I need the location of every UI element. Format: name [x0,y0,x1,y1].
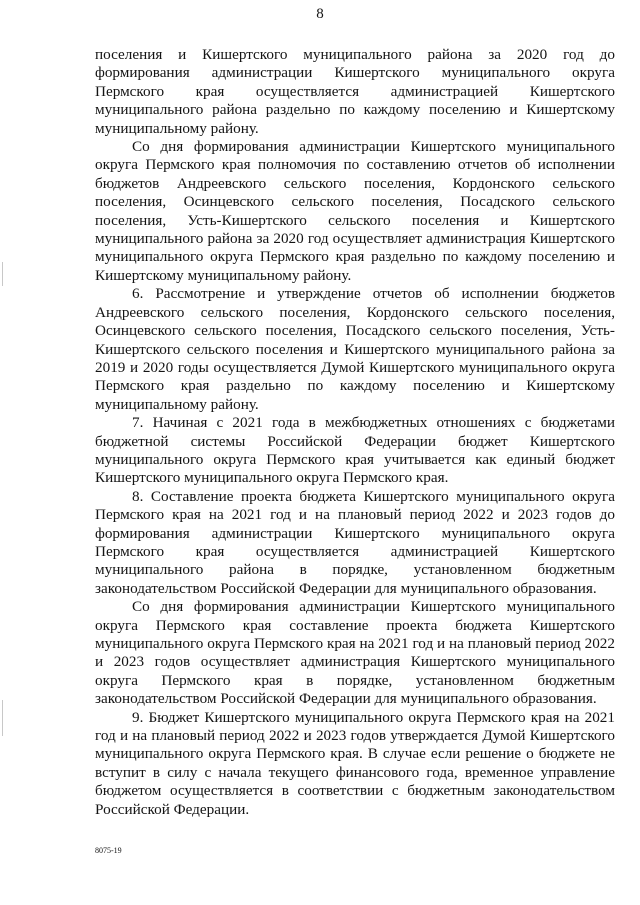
margin-mark [2,262,3,286]
paragraph-reporting-authority: Со дня формирования администрации Кишертского муниципального округа Пермского края полномочия по составлению отчетов об исполнении бюджетов Андреевского сельского поселения, Кордонского сельского поселения, Осинцевского сельского поселения, Посадского сельского поселения, Усть-Кишертского сельского поселения и Кишертского муниципального района за 2020 год осуществляет администрация Кишертского муниципального округа Пермского края раздельно по каждому поселению и Кишертскому муниципальному району. [95,138,615,284]
document-body [95,46,615,819]
document-code: 8075-19 [95,846,122,855]
page-number: 8 [316,6,324,22]
paragraph-budget-drafting: Со дня формирования администрации Кишертского муниципального округа Пермского края составление проекта бюджета Кишертского муниципального округа Пермского края на 2021 год и на плановый период 2022 и 2023 годов осуществляет администрация Кишертского муниципального округа Пермского края в порядке, установленном бюджетным законодательством Российской Федерации для муниципального образования. [95,598,615,708]
paragraph-item-9: 9. Бюджет Кишертского муниципального округа Пермского края на 2021 год и на плановый период 2022 и 2023 годов утверждается Думой Кишертского муниципального округа Пермского края. В случае если решение о бюджете не вступит в силу с начала текущего финансового года, временное управление бюджетом осуществляется в соответствии с бюджетным законодательством Российской Федерации. [95,708,615,818]
paragraph-item-6: 6. Рассмотрение и утверждение отчетов об исполнении бюджетов Андреевского сельского поселения, Кордонского сельского поселения, Осинцевского сельского поселения, Посадского сельского поселения, Усть-Кишертского сельского поселения и Кишертского муниципального района за 2019 и 2020 годы осуществляется Думой Кишертского муниципального округа Пермского края раздельно по каждому поселению и Кишертскому муниципальному району. [95,285,615,413]
paragraph-continuation: поселения и Кишертского муниципального района за 2020 год до формирования администрации Кишертского муниципального округа Пермского края осуществляется администрацией Кишертского муниципального района раздельно по каждому поселению и Кишертскому муниципальному району. [95,46,615,137]
margin-mark [2,700,3,736]
paragraph-item-8: 8. Составление проекта бюджета Кишертского муниципального округа Пермского края на 2021 год и на плановый период 2022 и 2023 годов до формирования администрации Кишертского муниципального округа Пермского края осуществляется администрацией Кишертского муниципального района в порядке, установленном бюджетным законодательством Российской Федерации для муниципального образования. [95,487,615,597]
paragraph-item-7: 7. Начиная с 2021 года в межбюджетных отношениях с бюджетами бюджетной системы Российской Федерации бюджет Кишертского муниципального округа Пермского края учитывается как единый бюджет Кишертского муниципального округа Пермского края. [95,414,615,487]
